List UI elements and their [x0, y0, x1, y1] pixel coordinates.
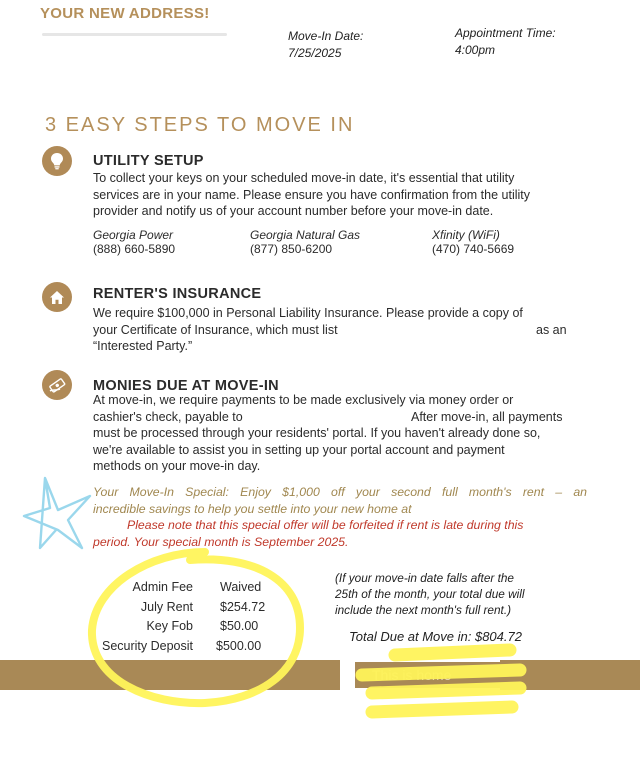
appointment-value: 4:00pm: [455, 43, 496, 57]
steps-title: 3 EASY STEPS TO MOVE IN: [45, 114, 355, 136]
special-text: incredible savings to help you settle into your new home at: [93, 501, 412, 516]
special-text: Enjoy $1,000 off your second full month's rent – an: [240, 485, 587, 499]
insurance-line-start: your Certificate of Insurance, which must list: [93, 322, 338, 337]
appointment-label: Appointment Time:: [455, 26, 556, 40]
insurance-line: “Interested Party.”: [93, 339, 193, 353]
fee-label: Admin Fee: [132, 580, 193, 594]
utility-line: provider and notify us of your account number before your move-in date.: [93, 204, 494, 218]
monies-line-start: cashier's check, payable to: [93, 409, 243, 424]
fee-label: Security Deposit: [101, 638, 193, 653]
star-doodle: [24, 478, 90, 548]
utility-line: To collect your keys on your scheduled move-in date, it's essential that utility: [93, 171, 515, 185]
footer-tagline: This is home: [372, 667, 452, 683]
highlight-scribble: [362, 650, 520, 712]
fee-label: Key Fob: [146, 619, 193, 633]
provider-phone: (877) 850-6200: [250, 242, 333, 256]
total-due: Total Due at Move in: $804.72: [349, 629, 522, 644]
header-title: YOUR NEW ADDRESS!: [40, 5, 210, 22]
fee-label: July Rent: [140, 599, 193, 614]
monies-title: MONIES DUE AT MOVE-IN: [93, 378, 279, 394]
note-line: include the next month's full rent.): [335, 603, 512, 617]
provider-phone: (470) 740-5669: [432, 242, 515, 256]
note-line: (If your move-in date falls after the: [335, 571, 514, 585]
provider-name: Xfinity (WiFi): [432, 228, 500, 242]
fee-value: $50.00: [220, 619, 259, 633]
monies-line: methods on your move-in day.: [93, 459, 261, 473]
monies-line: must be processed through your residents' portal. If you haven't already done so,: [93, 426, 541, 440]
monies-line: At move-in, we require payments to be made exclusively via money order or: [93, 393, 514, 407]
utility-line: services are in your name. Please ensure you have confirmation from the utility: [93, 187, 531, 202]
utility-title: UTILITY SETUP: [93, 153, 204, 169]
move-in-label: Move-In Date:: [288, 29, 364, 43]
fee-value: $500.00: [216, 638, 262, 653]
special-warning: Please note that this special offer will be forfeited if rent is late during this: [127, 518, 524, 532]
monies-line-end: After move-in, all payments: [411, 409, 563, 424]
special-warning: period. Your special month is September 2025.: [93, 534, 349, 549]
insurance-line: We require $100,000 in Personal Liability Insurance. Please provide a copy of: [93, 306, 523, 320]
move-in-value: 7/25/2025: [288, 46, 342, 60]
fee-value: $254.72: [220, 599, 266, 614]
note-line: 25th of the month, your total due will: [335, 587, 525, 601]
highlight-circle: [92, 552, 300, 703]
special-label: Your Move-In Special:: [93, 485, 229, 499]
provider-name: Georgia Power: [93, 228, 174, 242]
insurance-title: RENTER'S INSURANCE: [93, 286, 262, 302]
monies-line: we're available to assist you in setting up your portal account and payment: [93, 442, 505, 457]
fee-value: Waived: [220, 580, 262, 594]
provider-name: Georgia Natural Gas: [250, 228, 361, 242]
insurance-line-end: as an: [536, 322, 567, 337]
provider-phone: (888) 660-5890: [93, 242, 176, 256]
